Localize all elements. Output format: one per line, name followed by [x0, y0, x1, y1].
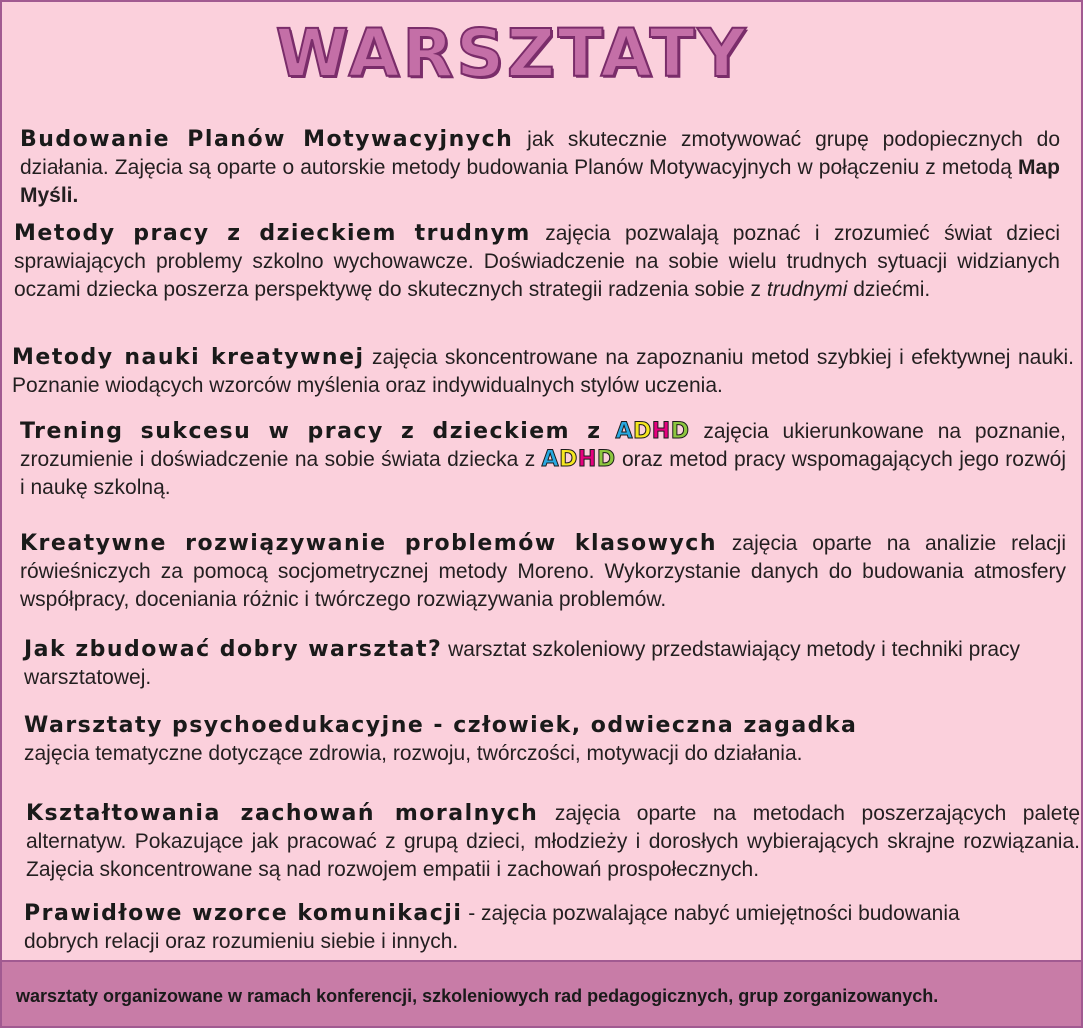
- adhd-logo: [542, 447, 616, 472]
- page-title: WARSZTATY: [275, 15, 749, 92]
- workshop-description-italic: trudnymi: [766, 278, 848, 301]
- adhd-letter: D: [670, 419, 690, 444]
- workshop-description: - zajęcia pozwalające nabyć umiejętności budowania dobrych relacji oraz rozumieniu siebie i innych.: [24, 902, 960, 953]
- workshop-good-workshop: [24, 636, 1024, 692]
- footer-note: warsztaty organizowane w ramach konferencji, szkoleniowych rad pedagogicznych, grup zorganizowanych.: [16, 986, 939, 1006]
- workshop-difficult-child: [14, 220, 1060, 304]
- workshop-heading: Trening sukcesu w pracy z dzieckiem z: [20, 419, 602, 444]
- workshop-description: warsztat szkoleniowy przedstawiający metody i techniki pracy warsztatowej.: [24, 638, 1021, 689]
- workshop-heading: Kształtowania zachowań moralnych: [26, 801, 539, 826]
- workshop-moral-behaviour: [26, 800, 1080, 884]
- workshop-adhd-success: [20, 418, 1066, 502]
- workshop-creative-learning: [12, 344, 1074, 400]
- workshop-class-problems: [20, 530, 1066, 614]
- adhd-letter: D: [633, 419, 652, 444]
- footer-bar: [2, 960, 1081, 1026]
- adhd-letter: A: [541, 447, 560, 472]
- workshop-description: zajęcia ukierunkowane na poznanie, zrozumienie i doświadczenie na sobie świata dziecka z: [20, 420, 1066, 471]
- workshop-heading: Jak zbudować dobry warsztat?: [24, 637, 443, 662]
- workshop-heading: Warsztaty psychoedukacyjne - człowiek, odwieczna zagadka: [24, 713, 858, 738]
- adhd-letter: H: [651, 419, 671, 444]
- workshop-heading: Metody nauki kreatywnej: [12, 345, 365, 370]
- workshop-heading: Kreatywne rozwiązywanie problemów klasowych: [20, 531, 717, 556]
- workshop-description-end: oraz metod pracy wspomagających jego rozwój i naukę szkolną.: [20, 448, 1066, 499]
- workshop-communication: [24, 900, 1004, 956]
- workshop-description: zajęcia tematyczne dotyczące zdrowia, rozwoju, twórczości, motywacji do działania.: [24, 742, 803, 765]
- adhd-letter: H: [577, 447, 597, 472]
- adhd-letter: D: [596, 447, 616, 472]
- workshop-description: zajęcia oparte na metodach poszerzających paletę alternatyw. Pokazujące jak pracować z grupą dzieci, młodzieży i dorosłych wybierających skrajne rozwiązania. Zajęcia skoncentrowane są nad rozwojem empatii i zachowań prospołecznych.: [26, 802, 1080, 881]
- workshop-motivation-plans: [20, 126, 1060, 210]
- adhd-letter: A: [615, 419, 633, 444]
- workshop-description-end: dziećmi.: [847, 278, 931, 301]
- workshop-heading: Budowanie Planów Motywacyjnych: [20, 127, 514, 152]
- adhd-logo: [615, 419, 689, 444]
- workshop-description: zajęcia skoncentrowane na zapoznaniu metod szybkiej i efektywnej nauki. Poznanie wiodących wzorców myślenia oraz indywidualnych stylów uczenia.: [12, 346, 1075, 397]
- workshop-description: zajęcia pozwalają poznać i zrozumieć świat dzieci sprawiających problemy szkolno wychowawcze. Doświadczenie na sobie wielu trudnych sytuacji widzianych oczami dziecka poszerza perspektywę do skutecznych strategii radzenia sobie z: [14, 222, 1060, 301]
- workshop-description: zajęcia oparte na analizie relacji rówieśniczych za pomocą socjometrycznej metody Moreno. Wykorzystanie danych do budowania atmosfery współpracy, doceniania różnic i twórczego rozwiązywania problemów.: [20, 532, 1066, 611]
- workshop-description-bold: Map Myśli.: [20, 156, 1060, 207]
- workshop-description: jak skutecznie zmotywować grupę podopiecznych do działania. Zajęcia są oparte o autorskie metody budowania Planów Motywacyjnych w połączeniu z metodą: [20, 128, 1060, 179]
- workshop-psychoeducation: [24, 712, 1064, 768]
- workshop-heading: Prawidłowe wzorce komunikacji: [24, 901, 463, 926]
- adhd-letter: D: [559, 447, 578, 472]
- workshop-heading: Metody pracy z dzieckiem trudnym: [14, 221, 531, 246]
